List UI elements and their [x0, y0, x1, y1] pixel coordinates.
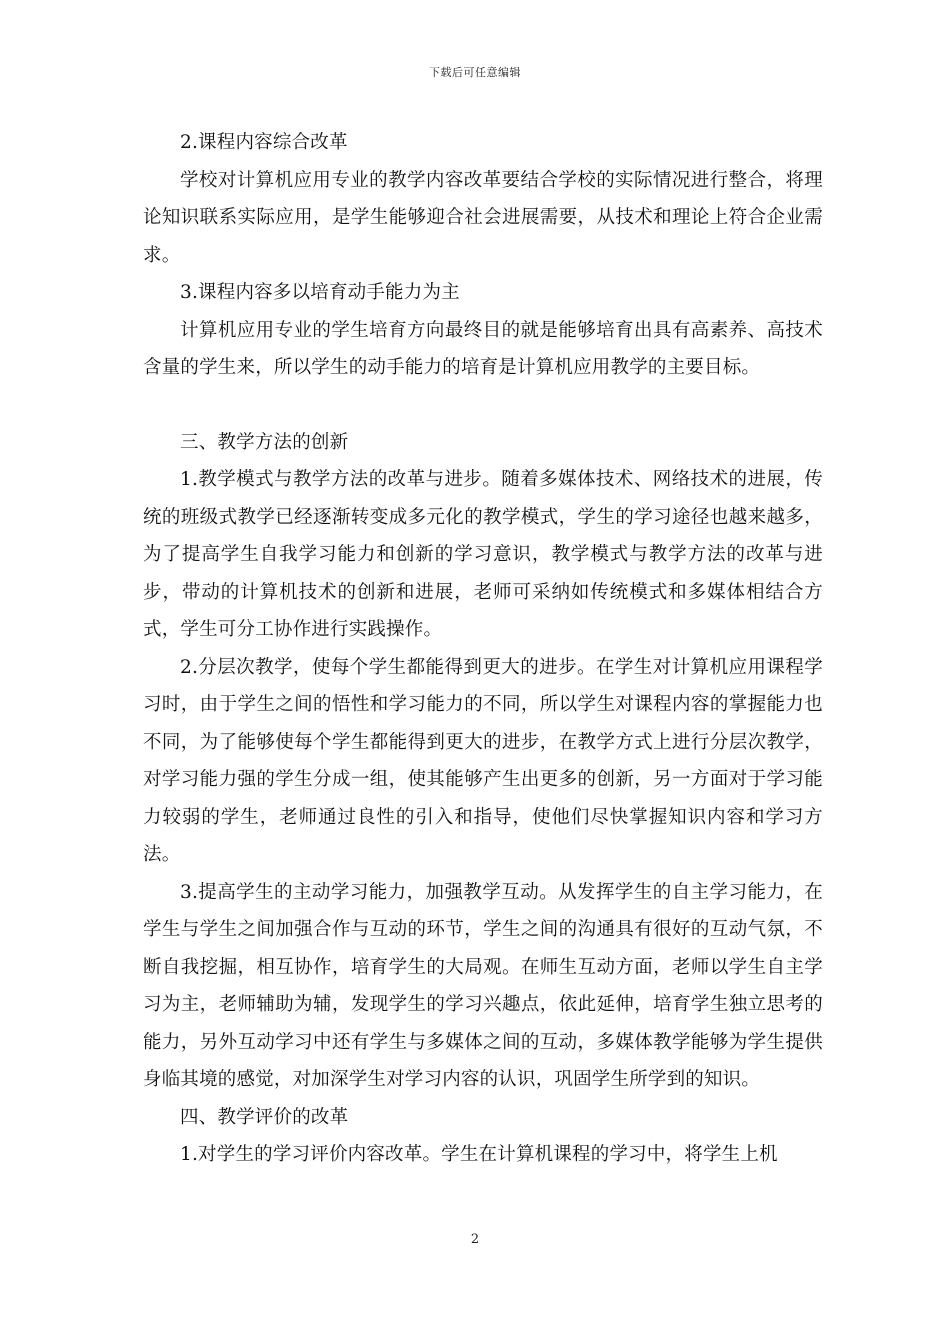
section-heading-evaluation-reform: 四、教学评价的改革 — [180, 1106, 349, 1128]
paragraph-teaching-mode-reform: 1.教学模式与教学方法的改革与进步。随着多媒体技术、网络技术的进展，传统的班级式教学已经逐渐转变成多元化的教学模式，学生的学习途径也越来越多，为了提高学生自我学习能力和创新的学习意识，教学模式与教学方法的改革与进步，带动的计算机技术的创新和进展，老师可采纳如传统模式和多媒体相结合方式，学生可分工协作进行实践操作。 — [143, 469, 823, 640]
paragraph-tiered-teaching: 2.分层次教学，使每个学生都能得到更大的进步。在学生对计算机应用课程学习时，由于学生之间的悟性和学习能力的不同，所以学生对课程内容的掌握能力也不同，为了能够使每个学生都能得到更大的进步，在教学方式上进行分层次教学，对学习能力强的学生分成一组，使其能够产生出更多的创新，另一方面对于学习能力较弱的学生，老师通过良性的引入和指导，使他们尽快掌握知识内容和学习方法。 — [143, 656, 823, 865]
paragraph-active-learning: 3.提高学生的主动学习能力，加强教学互动。从发挥学生的自主学习能力，在学生与学生之间加强合作与互动的环节，学生之间的沟通具有很好的互动气氛，不断自我挖掘，相互协作，培育学生的大局观。在师生互动方面，老师以学生自主学习为主，老师辅助为辅，发现学生的学习兴趣点，依此延伸，培育学生独立思考的能力，另外互动学习中还有学生与多媒体之间的互动，多媒体教学能够为学生提供身临其境的感觉，对加深学生对学习内容的认识，巩固学生所学到的知识。 — [143, 881, 823, 1090]
paragraph-content-integration: 学校对计算机应用专业的教学内容改革要结合学校的实际情况进行整合，将理论知识联系实际应用，是学生能够迎合社会进展需要，从技术和理论上符合企业需求。 — [143, 169, 823, 266]
page-header: 下载后可任意编辑 — [429, 66, 521, 79]
paragraph-hands-on-goal: 计算机应用专业的学生培育方向最终目的就是能够培育出具有高素养、高技术含量的学生来，所以学生的动手能力的培育是计算机应用教学的主要目标。 — [143, 319, 823, 378]
subheading-course-content-reform: 2.课程内容综合改革 — [180, 132, 348, 153]
section-heading-teaching-method-innovation: 三、教学方法的创新 — [180, 431, 349, 453]
subheading-hands-on-ability: 3.课程内容多以培育动手能力为主 — [180, 282, 460, 303]
document-body — [143, 124, 823, 1174]
paragraph-evaluation-content: 1.对学生的学习评价内容改革。学生在计算机课程的学习中，将学生上机 — [180, 1144, 778, 1165]
page-number: 2 — [470, 1232, 480, 1247]
